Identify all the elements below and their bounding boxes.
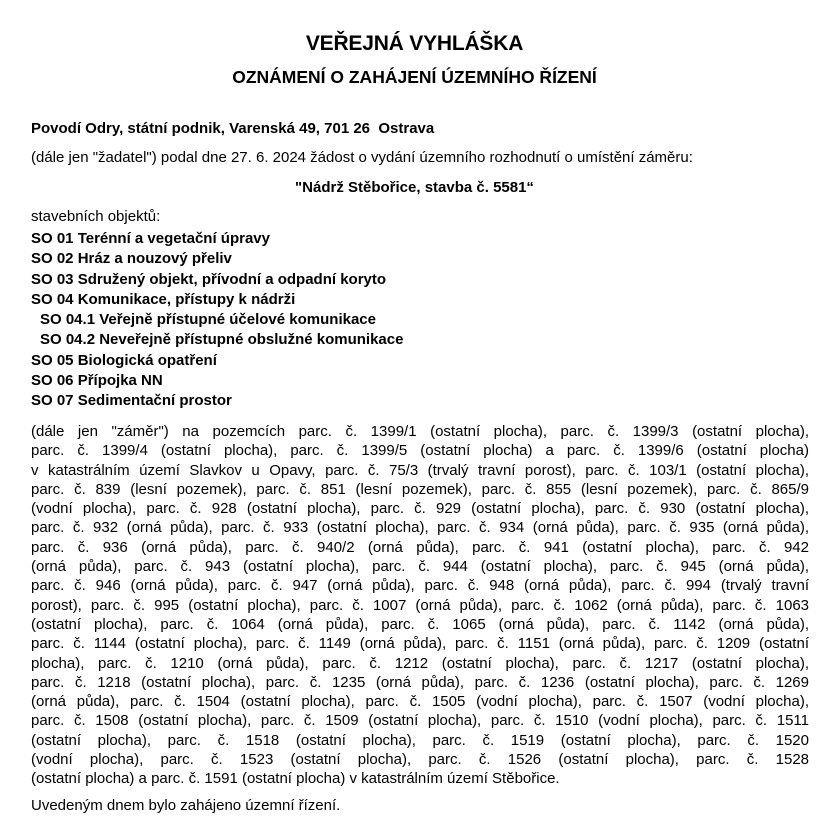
building-object-subitem: SO 04.1 Veřejně přístupné účelové komunikace	[40, 311, 376, 329]
parcels-line: parc. č. 932 (orná půda), parc. č. 933 (ostatní plocha), parc. č. 934 (orná půda), parc. č. 935 (orná půda),	[31, 519, 809, 537]
parcels-line: (orná půda), parc. č. 1504 (ostatní plocha), parc. č. 1505 (vodní plocha), parc. č. 1507 (vodní plocha),	[31, 693, 809, 711]
document-title: VEŘEJNÁ VYHLÁŠKA	[305, 32, 524, 55]
parcels-line: (dále jen "záměr") na pozemcích parc. č. 1399/1 (ostatní plocha), parc. č. 1399/3 (ostatní plocha),	[31, 423, 809, 440]
objects-label: stavebních objektů:	[31, 208, 161, 225]
parcels-line: parc. č. 839 (lesní pozemek), parc. č. 851 (lesní pozemek), parc. č. 855 (lesní pozemek), parc. č. 865/9	[31, 480, 809, 498]
building-objects-list	[31, 229, 403, 412]
parcels-line: parc. č. 936 (orná půda), parc. č. 940/2 (orná půda), parc. č. 941 (ostatní plocha), parc. č. 942	[31, 538, 809, 556]
document-subtitle: OZNÁMENÍ O ZAHÁJENÍ ÚZEMNÍHO ŘÍZENÍ	[232, 67, 597, 87]
filed-statement: (dále jen "žadatel") podal dne 27. 6. 2024 žádost o vydání územního rozhodnutí o umístění záměru:	[31, 149, 693, 166]
building-object-item: SO 07 Sedimentační prostor	[31, 392, 232, 410]
building-object-item: SO 04 Komunikace, přístupy k nádrži	[31, 290, 296, 308]
building-object-subitem: SO 04.2 Neveřejně přístupné obslužné komunikace	[40, 331, 404, 349]
project-name: "Nádrž Stěbořice, stavba č. 5581“	[295, 179, 534, 196]
parcels-line: (ostatní plocha) a parc. č. 1591 (ostatní plocha) v katastrálním území Stěbořice.	[31, 770, 560, 788]
building-object-item: SO 06 Přípojka NN	[31, 372, 163, 390]
parcels-line: plocha), parc. č. 1210 (orná půda), parc. č. 1212 (ostatní plocha), parc. č. 1217 (ostatní plocha),	[31, 654, 809, 672]
building-object-item: SO 01 Terénní a vegetační úpravy	[31, 230, 270, 247]
parcels-line: (vodní plocha), parc. č. 1523 (ostatní plocha), parc. č. 1526 (ostatní plocha), parc. č. 1528	[31, 751, 809, 769]
parcels-line: parc. č. 1508 (ostatní plocha), parc. č. 1509 (ostatní plocha), parc. č. 1510 (vodní plocha), parc. č. 1511	[31, 712, 809, 730]
parcels-line: (orná půda), parc. č. 943 (ostatní plocha), parc. č. 944 (ostatní plocha), parc. č. 945 (orná půda),	[31, 558, 809, 576]
applicant-line: Povodí Odry, státní podnik, Varenská 49, 701 26 Ostrava	[31, 120, 435, 137]
parcels-line: parc. č. 1399/4 (ostatní plocha), parc. č. 1399/5 (ostatní plocha) a parc. č. 1399/6 (ostatní plocha)	[31, 442, 809, 460]
parcels-line: (ostatní plocha), parc. č. 1518 (ostatní plocha), parc. č. 1519 (ostatní plocha), parc. č. 1520	[31, 731, 809, 749]
parcels-line: v katastrálním území Slavkov u Opavy, parc. č. 75/3 (trvalý travní porost), parc. č. 103/1 (ostatní plocha),	[31, 461, 809, 479]
parcels-line: parc. č. 946 (orná půda), parc. č. 947 (orná půda), parc. č. 948 (orná půda), parc. č. 994 (trvalý travní	[31, 577, 809, 595]
parcels-line: parc. č. 1218 (ostatní plocha), parc. č. 1235 (orná půda), parc. č. 1236 (ostatní plocha), parc. č. 1269	[31, 673, 809, 691]
parcels-line: (vodní plocha), parc. č. 928 (ostatní plocha), parc. č. 929 (ostatní plocha), parc. č. 930 (ostatní plocha),	[31, 500, 809, 518]
closing-statement: Uvedeným dnem bylo zahájeno územní řízení.	[31, 797, 341, 814]
building-object-item: SO 03 Sdružený objekt, přívodní a odpadní koryto	[31, 270, 387, 288]
building-object-item: SO 02 Hráz a nouzový přeliv	[31, 250, 232, 268]
parcels-paragraph	[31, 422, 809, 789]
parcels-line: porost), parc. č. 995 (ostatní plocha), parc. č. 1007 (orná půda), parc. č. 1062 (orná půda), parc. č. 1063	[31, 596, 809, 614]
building-object-item: SO 05 Biologická opatření	[31, 351, 217, 369]
parcels-line: (ostatní plocha), parc. č. 1064 (orná půda), parc. č. 1065 (orná půda), parc. č. 1142 (orná půda),	[31, 615, 809, 633]
parcels-line: parc. č. 1144 (ostatní plocha), parc. č. 1149 (orná půda), parc. č. 1151 (orná půda), parc. č. 1209 (ostatní	[31, 635, 809, 653]
